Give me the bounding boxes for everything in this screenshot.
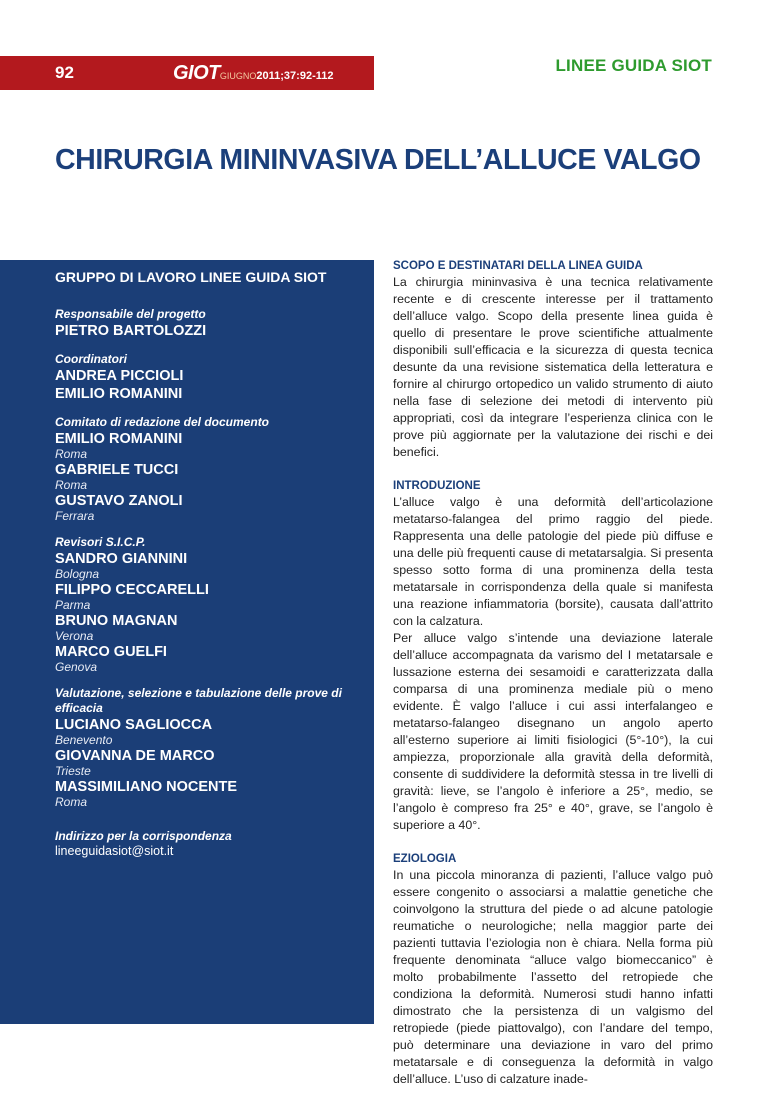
- paragraph: La chirurgia mininvasiva è una tecnica relativamente recente e di crescente interesse per il trattamento dell’alluce valgo. Scopo della presente linea guida è quello di presentare le prove scientifiche attualmente disponibili sull’efficacia e la sicurezza di questa tecnica desunte da una revisione sistematica della letteratura e fornire al chirurgo ortopedico un valido strumento di aiuto nella fase di selezione dei metodi di intervento più appropriati, così da integrare l’esperienza clinica con le prove più aggiornate per la valutazione dei rischi e dei benefici.: [393, 275, 713, 459]
- person-name: PIETRO BARTOLOZZI: [55, 323, 207, 339]
- person-name: ANDREA PICCIOLI: [55, 368, 184, 384]
- role-label: Comitato di redazione del documento: [55, 415, 270, 429]
- person-name: MASSIMILIANO NOCENTE: [55, 779, 238, 795]
- person-name: GIOVANNA DE MARCO: [55, 748, 215, 764]
- journal-reference: 2011;37:92-112: [256, 70, 334, 82]
- person-name: SANDRO GIANNINI: [55, 551, 188, 567]
- person-city: Ferrara: [55, 509, 95, 523]
- paragraph: Per alluce valgo s’intende una deviazione laterale dell’alluce accompagnata da varismo del I metatarsale e lussazione esterna dei sesamoidi e caratterizzata dalla comparsa di una prominenza mediale più o meno evidente. È valgo l’alluce i cui assi interfalangeo e metatarso-falangeo disegnano un angolo aperto all’esterno superiore ai limiti fisiologici (5°-10°), la cui ampiezza, proporzionale alla gravità della deformità, consente di suddividere la deformità stessa in tre livelli di gravità: lieve, se l’angolo è inferiore a 25°, medio, se l’angolo è compreso fra 25° e 40°, grave, se l’angolo è superiore a 40°.: [393, 631, 713, 832]
- journal-month: GIUGNO: [219, 71, 257, 81]
- group-reviewers: [55, 535, 355, 674]
- section-heading: EZIOLOGIA: [393, 853, 457, 865]
- person-city: Benevento: [55, 733, 113, 747]
- group-project-lead: [55, 307, 355, 340]
- person-name: MARCO GUELFI: [55, 644, 167, 660]
- paragraph: L’alluce valgo è una deformità dell’articolazione metatarso-falangea del primo raggio del piede. Rappresenta una delle patologie del piede più diffuse e una delle più frequenti cause di metatarsalgia. Si presenta spesso sotto forma di una prominenza della testa metatarsale in corrispondenza della quale si manifesta una reazione infiammatoria (borsite), causata dall’attrito con la calzatura.: [393, 495, 713, 628]
- role-label: Responsabile del progetto: [55, 307, 206, 321]
- person-city: Roma: [55, 795, 88, 809]
- section-introduction: [393, 478, 713, 834]
- article-body: [393, 258, 713, 1105]
- contact-email[interactable]: lineeguidasiot@siot.it: [55, 844, 174, 858]
- person-city: Roma: [55, 478, 88, 492]
- person-city: Parma: [55, 598, 91, 612]
- person-city: Verona: [55, 629, 94, 643]
- person-city: Genova: [55, 660, 98, 674]
- section-heading: INTRODUZIONE: [393, 480, 481, 492]
- person-name: EMILIO ROMANINI: [55, 386, 183, 402]
- person-name: EMILIO ROMANINI: [55, 431, 183, 447]
- person-name: LUCIANO SAGLIOCCA: [55, 717, 213, 733]
- person-name: GABRIELE TUCCI: [55, 462, 179, 478]
- person-city: Bologna: [55, 567, 100, 581]
- journal-name: GIOT: [173, 62, 220, 84]
- person-city: Trieste: [55, 764, 91, 778]
- section-scope: [393, 258, 713, 461]
- section-heading: SCOPO E DESTINATARI DELLA LINEA GUIDA: [393, 260, 643, 272]
- contact-label: Indirizzo per la corrispondenza: [55, 829, 232, 843]
- person-name: GUSTAVO ZANOLI: [55, 493, 183, 509]
- role-label: Valutazione, selezione e tabulazione delle prove di efficacia: [55, 686, 342, 715]
- page-number: 92: [55, 63, 74, 82]
- paragraph: In una piccola minoranza di pazienti, l’alluce valgo può essere congenito o associarsi a malattie genetiche che coinvolgono la struttura del piede o ad alcune patologie reumatiche o neurologiche; nella maggior parte dei pazienti tuttavia l’eziologia non è chiara. Nella forma più frequente denominata “alluce valgo biomeccanico” è molto probabilmente l’assetto del retropiede che condiziona la deformità. Numerosi studi hanno infatti dimostrato che la persistenza di un valgismo del retropiede (piede piattovalgo), con l’andare del tempo, può determinare una deviazione in varo del primo metatarsale e di conseguenza la deformità in valgo dell’alluce. L’uso di calzature inade-: [393, 868, 713, 1086]
- role-label: Revisori S.I.C.P.: [55, 535, 146, 549]
- group-coordinators: [55, 352, 355, 403]
- group-evidence-evaluation: [55, 686, 355, 809]
- section-label: LINEE GUIDA SIOT: [555, 56, 712, 75]
- person-name: FILIPPO CECCARELLI: [55, 582, 209, 598]
- person-name: BRUNO MAGNAN: [55, 613, 178, 629]
- role-label: Coordinatori: [55, 352, 127, 366]
- journal-citation: [173, 62, 333, 85]
- page-title: CHIRURGIA MININVASIVA DELL’ALLUCE VALGO: [55, 144, 701, 176]
- working-group-sidebar: [0, 260, 374, 1024]
- section-etiology: [393, 851, 713, 1088]
- group-editorial-committee: [55, 415, 355, 523]
- sidebar-heading: GRUPPO DI LAVORO LINEE GUIDA SIOT: [55, 269, 327, 285]
- person-city: Roma: [55, 447, 88, 461]
